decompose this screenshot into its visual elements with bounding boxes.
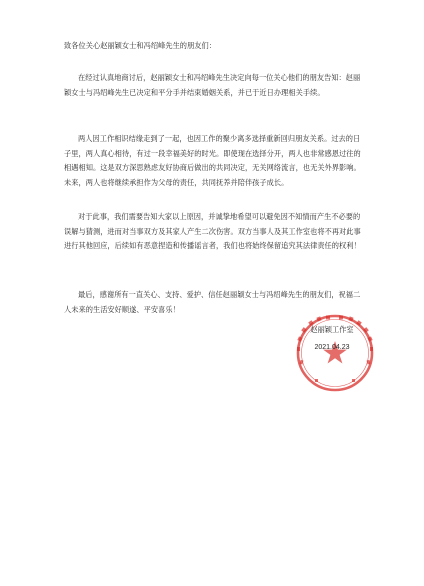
signature-organization: 赵丽颖工作室	[310, 325, 354, 334]
signature-date: 2021.04.23	[314, 344, 350, 351]
letter-salutation: 致各位关心赵丽颖女士和冯绍峰先生的朋友们：	[64, 41, 216, 50]
letter-paragraph-4: 最后，感谢所有一直关心、支持、爱护、信任赵丽颖女士与冯绍峰先生的朋友们，祝福二人未来的生活安好顺遂、平安喜乐！	[64, 290, 361, 314]
letter-paragraph-3: 对于此事，我们需要告知大家以上原因，并诚挚地希望可以避免因不知情而产生不必要的误解与猜测，进而对当事双方及其家人产生二次伤害。双方当事人及其工作室也将不再对此事进行其他回应，后续如有恶意捏造和传播谣言者，我们也将始终保留追究其法律责任的权利！	[64, 212, 361, 251]
letter-paragraph-1: 在经过认真地商讨后，赵丽颖女士和冯绍峰先生决定向每一位关心他们的朋友告知：赵丽颖女士与冯绍峰先生已决定和平分手并结束婚姻关系，并已于近日办理相关手续。	[64, 73, 361, 97]
letter-paragraph-2: 两人因工作相识结缘走到了一起，也因工作的聚少离多选择重新回归朋友关系。过去的日子里，两人真心相待，有过一段幸福美好的时光。即使现在选择分开，两人也非常感恩过往的相遇相知。这是双方深思熟虑友好协商后做出的共同决定，无关网络流言，也无关外界影响。未来，两人也将继续承担作为父母的责任，共同抚养并陪伴孩子成长。	[64, 134, 361, 187]
